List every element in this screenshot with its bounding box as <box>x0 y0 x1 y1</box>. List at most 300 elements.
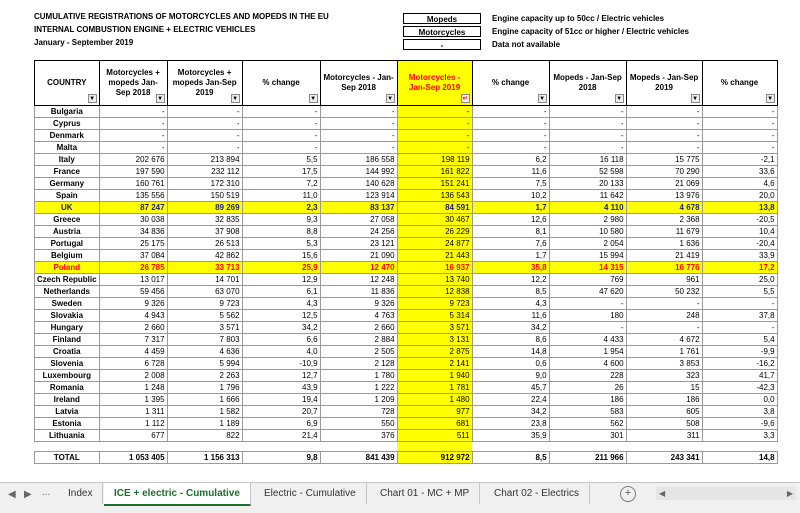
value-cell[interactable]: - <box>397 130 472 142</box>
value-cell[interactable]: 47 620 <box>549 286 626 298</box>
value-cell[interactable]: 4 459 <box>99 346 167 358</box>
value-cell[interactable]: 2 368 <box>626 214 702 226</box>
value-cell[interactable]: 14 701 <box>167 274 242 286</box>
value-cell[interactable]: - <box>242 142 320 154</box>
value-cell[interactable]: - <box>99 118 167 130</box>
value-cell[interactable]: 21,4 <box>242 430 320 442</box>
prev-sheet-icon[interactable]: ◀ <box>8 489 16 500</box>
value-cell[interactable]: 30 038 <box>99 214 167 226</box>
value-cell[interactable]: 311 <box>626 430 702 442</box>
value-cell[interactable]: 13 976 <box>626 190 702 202</box>
value-cell[interactable]: 2 875 <box>397 346 472 358</box>
country-cell[interactable]: Cyprus <box>35 118 100 130</box>
value-cell[interactable]: 4,6 <box>702 178 777 190</box>
value-cell[interactable]: 12 248 <box>320 274 397 286</box>
country-cell[interactable]: Italy <box>35 154 100 166</box>
value-cell[interactable]: 1 781 <box>397 382 472 394</box>
value-cell[interactable]: 15,6 <box>242 250 320 262</box>
more-sheets-ellipsis[interactable]: ... <box>42 487 51 498</box>
value-cell[interactable]: 16 776 <box>626 262 702 274</box>
value-cell[interactable]: 4 763 <box>320 310 397 322</box>
value-cell[interactable]: -16,2 <box>702 358 777 370</box>
country-cell[interactable]: Slovenia <box>35 358 100 370</box>
country-cell[interactable]: Greece <box>35 214 100 226</box>
value-cell[interactable]: 912 972 <box>397 452 472 464</box>
country-cell[interactable]: Poland <box>35 262 100 274</box>
value-cell[interactable]: 0,6 <box>472 358 549 370</box>
value-cell[interactable]: 1 780 <box>320 370 397 382</box>
value-cell[interactable]: 12,9 <box>242 274 320 286</box>
value-cell[interactable]: 228 <box>549 370 626 382</box>
value-cell[interactable]: 20,7 <box>242 406 320 418</box>
value-cell[interactable]: 12 470 <box>320 262 397 274</box>
value-cell[interactable]: 17,2 <box>702 262 777 274</box>
value-cell[interactable]: 3 131 <box>397 334 472 346</box>
col-header-total-2019[interactable]: Motorcycles + mopeds Jan-Sep 2019 ▼ <box>167 61 242 106</box>
value-cell[interactable]: 26 <box>549 382 626 394</box>
value-cell[interactable]: - <box>242 106 320 118</box>
value-cell[interactable]: 34,2 <box>242 322 320 334</box>
value-cell[interactable]: 14,8 <box>472 346 549 358</box>
value-cell[interactable]: - <box>472 142 549 154</box>
value-cell[interactable]: - <box>167 142 242 154</box>
value-cell[interactable]: - <box>702 118 777 130</box>
value-cell[interactable]: 12,5 <box>242 310 320 322</box>
value-cell[interactable]: 1 636 <box>626 238 702 250</box>
filter-dropdown-icon[interactable]: ▼ <box>539 96 546 102</box>
value-cell[interactable]: 1 480 <box>397 394 472 406</box>
value-cell[interactable]: 5 562 <box>167 310 242 322</box>
value-cell[interactable]: - <box>549 130 626 142</box>
value-cell[interactable]: 2 884 <box>320 334 397 346</box>
value-cell[interactable]: - <box>472 106 549 118</box>
value-cell[interactable]: - <box>99 106 167 118</box>
value-cell[interactable]: 43,9 <box>242 382 320 394</box>
value-cell[interactable]: 5 994 <box>167 358 242 370</box>
value-cell[interactable]: 2,3 <box>242 202 320 214</box>
value-cell[interactable]: 8,5 <box>472 286 549 298</box>
value-cell[interactable]: - <box>549 106 626 118</box>
value-cell[interactable]: 186 <box>626 394 702 406</box>
country-cell[interactable]: Croatia <box>35 346 100 358</box>
value-cell[interactable]: 3 571 <box>167 322 242 334</box>
value-cell[interactable]: 376 <box>320 430 397 442</box>
value-cell[interactable]: 5,5 <box>702 286 777 298</box>
value-cell[interactable]: 4 678 <box>626 202 702 214</box>
value-cell[interactable]: 4 110 <box>549 202 626 214</box>
value-cell[interactable]: - <box>626 106 702 118</box>
value-cell[interactable]: 14,8 <box>702 452 777 464</box>
value-cell[interactable]: 13,8 <box>702 202 777 214</box>
country-cell[interactable]: Estonia <box>35 418 100 430</box>
value-cell[interactable]: 24 877 <box>397 238 472 250</box>
value-cell[interactable]: - <box>242 118 320 130</box>
value-cell[interactable]: - <box>99 142 167 154</box>
value-cell[interactable]: 1 053 405 <box>99 452 167 464</box>
col-header-mc-2018[interactable]: Motorcycles - Jan-Sep 2018 ▼ <box>320 61 397 106</box>
col-header-total-2018[interactable]: Motorcycles + mopeds Jan-Sep 2018 ▼ <box>99 61 167 106</box>
value-cell[interactable]: 7,5 <box>472 178 549 190</box>
tab-index[interactable]: Index <box>58 483 103 504</box>
value-cell[interactable]: 144 992 <box>320 166 397 178</box>
value-cell[interactable]: - <box>702 106 777 118</box>
value-cell[interactable]: 20,0 <box>702 190 777 202</box>
value-cell[interactable]: - <box>702 142 777 154</box>
value-cell[interactable]: -10,9 <box>242 358 320 370</box>
country-cell[interactable]: Latvia <box>35 406 100 418</box>
col-header-mp-change[interactable]: % change ▼ <box>702 61 777 106</box>
value-cell[interactable]: -9,9 <box>702 346 777 358</box>
next-sheet-icon[interactable]: ▶ <box>24 489 32 500</box>
value-cell[interactable]: 1 248 <box>99 382 167 394</box>
value-cell[interactable]: 180 <box>549 310 626 322</box>
value-cell[interactable]: 1 666 <box>167 394 242 406</box>
value-cell[interactable]: 1,7 <box>472 202 549 214</box>
value-cell[interactable]: 3 571 <box>397 322 472 334</box>
value-cell[interactable]: - <box>320 106 397 118</box>
value-cell[interactable]: 50 232 <box>626 286 702 298</box>
value-cell[interactable]: 11 642 <box>549 190 626 202</box>
filter-dropdown-icon[interactable]: ▼ <box>232 96 239 102</box>
col-header-mp-2019[interactable]: Mopeds - Jan-Sep 2019 ▼ <box>626 61 702 106</box>
country-cell[interactable]: Bulgaria <box>35 106 100 118</box>
value-cell[interactable]: 6,2 <box>472 154 549 166</box>
value-cell[interactable]: 21 443 <box>397 250 472 262</box>
value-cell[interactable]: 728 <box>320 406 397 418</box>
value-cell[interactable]: 961 <box>626 274 702 286</box>
value-cell[interactable]: 562 <box>549 418 626 430</box>
value-cell[interactable]: - <box>320 142 397 154</box>
col-header-total-change[interactable]: % change ▼ <box>242 61 320 106</box>
empty-cell[interactable] <box>472 442 549 452</box>
value-cell[interactable]: 21 090 <box>320 250 397 262</box>
value-cell[interactable]: 26 785 <box>99 262 167 274</box>
empty-cell[interactable] <box>167 442 242 452</box>
value-cell[interactable]: 1,7 <box>472 250 549 262</box>
value-cell[interactable]: 87 247 <box>99 202 167 214</box>
empty-cell[interactable] <box>549 442 626 452</box>
value-cell[interactable]: 42 862 <box>167 250 242 262</box>
value-cell[interactable]: 33,9 <box>702 250 777 262</box>
sort-filter-icon[interactable]: ↵ <box>462 96 468 102</box>
value-cell[interactable]: 2 141 <box>397 358 472 370</box>
value-cell[interactable]: 135 556 <box>99 190 167 202</box>
value-cell[interactable]: 12 838 <box>397 286 472 298</box>
value-cell[interactable]: 59 456 <box>99 286 167 298</box>
value-cell[interactable]: 550 <box>320 418 397 430</box>
value-cell[interactable]: - <box>702 298 777 310</box>
value-cell[interactable]: - <box>397 142 472 154</box>
country-cell[interactable]: Luxembourg <box>35 370 100 382</box>
col-header-mc-2019[interactable]: Motorcycles - Jan-Sep 2019 ↵ <box>397 61 472 106</box>
value-cell[interactable]: 7,6 <box>472 238 549 250</box>
value-cell[interactable]: 6,1 <box>242 286 320 298</box>
value-cell[interactable]: 150 519 <box>167 190 242 202</box>
value-cell[interactable]: 3 853 <box>626 358 702 370</box>
value-cell[interactable]: 4,0 <box>242 346 320 358</box>
value-cell[interactable]: 677 <box>99 430 167 442</box>
value-cell[interactable]: - <box>626 298 702 310</box>
country-cell[interactable]: Belgium <box>35 250 100 262</box>
horizontal-scrollbar[interactable] <box>656 487 796 500</box>
value-cell[interactable]: 89 269 <box>167 202 242 214</box>
value-cell[interactable]: 5 314 <box>397 310 472 322</box>
value-cell[interactable]: 25 175 <box>99 238 167 250</box>
country-cell[interactable]: Lithuania <box>35 430 100 442</box>
value-cell[interactable]: 11 679 <box>626 226 702 238</box>
value-cell[interactable]: - <box>702 322 777 334</box>
value-cell[interactable]: 511 <box>397 430 472 442</box>
country-cell[interactable]: UK <box>35 202 100 214</box>
value-cell[interactable]: 8,5 <box>472 452 549 464</box>
value-cell[interactable]: 23 121 <box>320 238 397 250</box>
value-cell[interactable]: -20,5 <box>702 214 777 226</box>
value-cell[interactable]: 84 591 <box>397 202 472 214</box>
value-cell[interactable]: 202 676 <box>99 154 167 166</box>
value-cell[interactable]: 8,8 <box>242 226 320 238</box>
value-cell[interactable]: -9,6 <box>702 418 777 430</box>
value-cell[interactable]: 232 112 <box>167 166 242 178</box>
tab-chart-01[interactable]: Chart 01 - MC + MP <box>370 483 480 504</box>
value-cell[interactable]: 5,4 <box>702 334 777 346</box>
country-cell[interactable]: Spain <box>35 190 100 202</box>
value-cell[interactable]: 2 054 <box>549 238 626 250</box>
value-cell[interactable]: 769 <box>549 274 626 286</box>
scroll-left-icon[interactable]: ◀ <box>659 489 666 498</box>
value-cell[interactable]: 211 966 <box>549 452 626 464</box>
value-cell[interactable]: 34,2 <box>472 322 549 334</box>
value-cell[interactable]: 26 513 <box>167 238 242 250</box>
value-cell[interactable]: 1 940 <box>397 370 472 382</box>
value-cell[interactable]: 4 433 <box>549 334 626 346</box>
empty-cell[interactable] <box>320 442 397 452</box>
country-cell[interactable]: Portugal <box>35 238 100 250</box>
value-cell[interactable]: 248 <box>626 310 702 322</box>
country-cell[interactable]: Austria <box>35 226 100 238</box>
value-cell[interactable]: 11,6 <box>472 166 549 178</box>
value-cell[interactable]: 37,8 <box>702 310 777 322</box>
value-cell[interactable]: 301 <box>549 430 626 442</box>
col-header-mc-change[interactable]: % change ▼ <box>472 61 549 106</box>
country-cell[interactable]: Finland <box>35 334 100 346</box>
filter-dropdown-icon[interactable]: ▼ <box>616 96 623 102</box>
value-cell[interactable]: 20 133 <box>549 178 626 190</box>
value-cell[interactable]: - <box>397 118 472 130</box>
value-cell[interactable]: -20,4 <box>702 238 777 250</box>
value-cell[interactable]: 2 128 <box>320 358 397 370</box>
value-cell[interactable]: 4 636 <box>167 346 242 358</box>
value-cell[interactable]: 33 713 <box>167 262 242 274</box>
value-cell[interactable]: 1 209 <box>320 394 397 406</box>
country-cell[interactable]: TOTAL <box>35 452 100 464</box>
value-cell[interactable]: 21 069 <box>626 178 702 190</box>
tab-ice-electric-cumulative[interactable]: ICE + electric - Cumulative <box>104 483 251 506</box>
value-cell[interactable]: 160 761 <box>99 178 167 190</box>
filter-dropdown-icon[interactable]: ▼ <box>692 96 699 102</box>
value-cell[interactable]: 4 943 <box>99 310 167 322</box>
value-cell[interactable]: 2 660 <box>99 322 167 334</box>
value-cell[interactable]: 83 137 <box>320 202 397 214</box>
value-cell[interactable]: 841 439 <box>320 452 397 464</box>
value-cell[interactable]: 33,6 <box>702 166 777 178</box>
value-cell[interactable]: -42,3 <box>702 382 777 394</box>
value-cell[interactable]: 26 229 <box>397 226 472 238</box>
value-cell[interactable]: 243 341 <box>626 452 702 464</box>
value-cell[interactable]: 63 070 <box>167 286 242 298</box>
value-cell[interactable]: 3,8 <box>702 406 777 418</box>
value-cell[interactable]: - <box>626 142 702 154</box>
value-cell[interactable]: 41,7 <box>702 370 777 382</box>
value-cell[interactable]: 16 937 <box>397 262 472 274</box>
scroll-right-icon[interactable]: ▶ <box>786 489 793 498</box>
value-cell[interactable]: 70 290 <box>626 166 702 178</box>
value-cell[interactable]: 1 582 <box>167 406 242 418</box>
country-cell[interactable]: Romania <box>35 382 100 394</box>
value-cell[interactable]: 1 311 <box>99 406 167 418</box>
value-cell[interactable]: 7,2 <box>242 178 320 190</box>
value-cell[interactable]: 12,7 <box>242 370 320 382</box>
value-cell[interactable]: 9,0 <box>472 370 549 382</box>
value-cell[interactable]: 4,3 <box>472 298 549 310</box>
value-cell[interactable]: 30 467 <box>397 214 472 226</box>
value-cell[interactable]: 35,9 <box>472 430 549 442</box>
value-cell[interactable]: 9,8 <box>242 452 320 464</box>
value-cell[interactable]: 11 836 <box>320 286 397 298</box>
value-cell[interactable]: 2 008 <box>99 370 167 382</box>
value-cell[interactable]: 27 058 <box>320 214 397 226</box>
value-cell[interactable]: 6 728 <box>99 358 167 370</box>
value-cell[interactable]: - <box>626 118 702 130</box>
value-cell[interactable]: 13 017 <box>99 274 167 286</box>
value-cell[interactable]: 6,9 <box>242 418 320 430</box>
value-cell[interactable]: - <box>472 118 549 130</box>
value-cell[interactable]: 213 894 <box>167 154 242 166</box>
value-cell[interactable]: 1 222 <box>320 382 397 394</box>
value-cell[interactable]: 7 803 <box>167 334 242 346</box>
value-cell[interactable]: 2 263 <box>167 370 242 382</box>
value-cell[interactable]: 13 740 <box>397 274 472 286</box>
value-cell[interactable]: 172 310 <box>167 178 242 190</box>
value-cell[interactable]: 17,5 <box>242 166 320 178</box>
tab-electric-cumulative[interactable]: Electric - Cumulative <box>254 483 367 504</box>
value-cell[interactable]: - <box>626 322 702 334</box>
value-cell[interactable]: - <box>167 118 242 130</box>
value-cell[interactable]: 9 723 <box>167 298 242 310</box>
value-cell[interactable]: 1 395 <box>99 394 167 406</box>
value-cell[interactable]: 323 <box>626 370 702 382</box>
country-cell[interactable]: Slovakia <box>35 310 100 322</box>
value-cell[interactable]: 52 598 <box>549 166 626 178</box>
filter-dropdown-icon[interactable]: ▼ <box>89 96 96 102</box>
value-cell[interactable]: 3,3 <box>702 430 777 442</box>
value-cell[interactable]: 25,9 <box>242 262 320 274</box>
value-cell[interactable]: - <box>242 130 320 142</box>
value-cell[interactable]: - <box>702 130 777 142</box>
value-cell[interactable]: 136 543 <box>397 190 472 202</box>
value-cell[interactable]: 10,2 <box>472 190 549 202</box>
value-cell[interactable]: 11,0 <box>242 190 320 202</box>
value-cell[interactable]: - <box>320 118 397 130</box>
value-cell[interactable]: 140 628 <box>320 178 397 190</box>
value-cell[interactable]: 681 <box>397 418 472 430</box>
value-cell[interactable]: 2 505 <box>320 346 397 358</box>
value-cell[interactable]: - <box>549 142 626 154</box>
add-sheet-button[interactable]: + <box>620 486 636 502</box>
col-header-mp-2018[interactable]: Mopeds - Jan-Sep 2018 ▼ <box>549 61 626 106</box>
value-cell[interactable]: 605 <box>626 406 702 418</box>
country-cell[interactable]: France <box>35 166 100 178</box>
value-cell[interactable]: 1 761 <box>626 346 702 358</box>
value-cell[interactable]: - <box>549 298 626 310</box>
value-cell[interactable]: 19,4 <box>242 394 320 406</box>
value-cell[interactable]: 4 672 <box>626 334 702 346</box>
value-cell[interactable]: 151 241 <box>397 178 472 190</box>
filter-dropdown-icon[interactable]: ▼ <box>767 96 774 102</box>
value-cell[interactable]: 1 796 <box>167 382 242 394</box>
value-cell[interactable]: 25,0 <box>702 274 777 286</box>
value-cell[interactable]: 6,6 <box>242 334 320 346</box>
value-cell[interactable]: 583 <box>549 406 626 418</box>
value-cell[interactable]: 2 980 <box>549 214 626 226</box>
value-cell[interactable]: 5,3 <box>242 238 320 250</box>
value-cell[interactable]: 15 <box>626 382 702 394</box>
value-cell[interactable]: - <box>549 322 626 334</box>
value-cell[interactable]: 8,1 <box>472 226 549 238</box>
value-cell[interactable]: - <box>99 130 167 142</box>
country-cell[interactable]: Netherlands <box>35 286 100 298</box>
value-cell[interactable]: - <box>397 106 472 118</box>
country-cell[interactable]: Czech Republic <box>35 274 100 286</box>
value-cell[interactable]: 0,0 <box>702 394 777 406</box>
value-cell[interactable]: 198 119 <box>397 154 472 166</box>
value-cell[interactable]: 8,6 <box>472 334 549 346</box>
value-cell[interactable]: 197 590 <box>99 166 167 178</box>
value-cell[interactable]: - <box>472 130 549 142</box>
country-cell[interactable]: Germany <box>35 178 100 190</box>
empty-cell[interactable] <box>626 442 702 452</box>
value-cell[interactable]: 1 156 313 <box>167 452 242 464</box>
value-cell[interactable]: 1 954 <box>549 346 626 358</box>
value-cell[interactable]: 186 558 <box>320 154 397 166</box>
value-cell[interactable]: 123 914 <box>320 190 397 202</box>
value-cell[interactable]: 2 660 <box>320 322 397 334</box>
value-cell[interactable]: 34 836 <box>99 226 167 238</box>
filter-dropdown-icon[interactable]: ▼ <box>157 96 164 102</box>
value-cell[interactable]: 9 326 <box>320 298 397 310</box>
value-cell[interactable]: 23,8 <box>472 418 549 430</box>
value-cell[interactable]: - <box>626 130 702 142</box>
tab-chart-02[interactable]: Chart 02 - Electrics <box>484 483 590 504</box>
empty-cell[interactable] <box>99 442 167 452</box>
empty-cell[interactable] <box>35 442 100 452</box>
value-cell[interactable]: 4 600 <box>549 358 626 370</box>
value-cell[interactable]: 15 994 <box>549 250 626 262</box>
value-cell[interactable]: 37 908 <box>167 226 242 238</box>
value-cell[interactable]: 10 580 <box>549 226 626 238</box>
value-cell[interactable]: 12,2 <box>472 274 549 286</box>
value-cell[interactable]: 21 419 <box>626 250 702 262</box>
value-cell[interactable]: 22,4 <box>472 394 549 406</box>
value-cell[interactable]: 186 <box>549 394 626 406</box>
value-cell[interactable]: - <box>167 106 242 118</box>
value-cell[interactable]: 35,8 <box>472 262 549 274</box>
filter-dropdown-icon[interactable]: ▼ <box>310 96 317 102</box>
value-cell[interactable]: 1 112 <box>99 418 167 430</box>
value-cell[interactable]: 15 775 <box>626 154 702 166</box>
value-cell[interactable]: 822 <box>167 430 242 442</box>
country-cell[interactable]: Denmark <box>35 130 100 142</box>
country-cell[interactable]: Sweden <box>35 298 100 310</box>
